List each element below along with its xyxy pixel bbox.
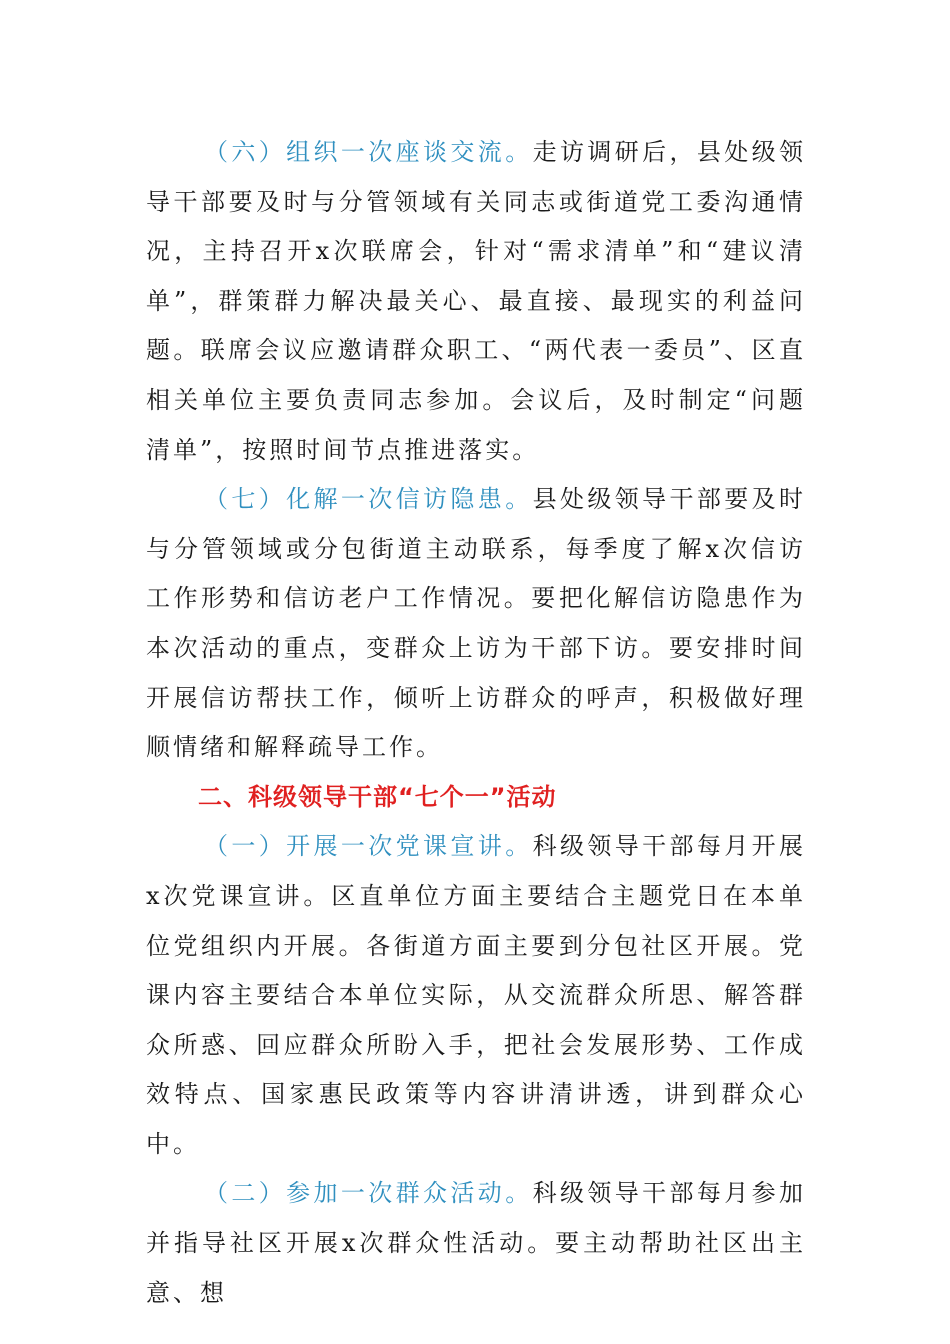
paragraph-body: 科级领导干部每月参加并指导社区开展x次群众性活动。要主动帮助社区出主意、想 xyxy=(146,1179,807,1307)
paragraph-two xyxy=(146,1169,806,1318)
paragraph-one xyxy=(146,822,806,1169)
paragraph-body: 科级领导干部每月开展x次党课宣讲。区直单位方面主要结合主题党日在本单位党组织内开展。各街道方面主要到分包社区开展。党课内容主要结合本单位实际，从交流群众所思、解答群众所惑、回应群众所盼入手，把社会发展形势、工作成效特点、国家惠民政策等内容讲清讲透，讲到群众心中。 xyxy=(146,832,807,1158)
paragraph-six xyxy=(146,128,806,475)
paragraph-seven xyxy=(146,475,806,773)
paragraph-heading: （一）开展一次党课宣讲。 xyxy=(204,832,533,861)
document-page xyxy=(146,128,806,1318)
paragraph-heading: （六）组织一次座谈交流。 xyxy=(204,138,533,166)
section-title: 二、科级领导干部“七个一”活动 xyxy=(198,782,557,811)
paragraph-heading: （二）参加一次群众活动。 xyxy=(204,1179,533,1208)
paragraph-heading: （七）化解一次信访隐患。 xyxy=(204,485,533,514)
paragraph-body: 县处级领导干部要及时与分管领域或分包街道主动联系，每季度了解x次信访工作形势和信访老户工作情况。要把化解信访隐患作为本次活动的重点，变群众上访为干部下访。要安排时间开展信访帮扶工作，倾听上访群众的呼声，积极做好理顺情绪和解释疏导工作。 xyxy=(146,485,807,762)
paragraph-body: 走访调研后，县处级领导干部要及时与分管领域有关同志或街道党工委沟通情况，主持召开x次联席会，针对“需求清单”和“建议清单”，群策群力解决最关心、最直接、最现实的利益问题。联席会议应邀请群众职工、“两代表一委员”、区直相关单位主要负责同志参加。会议后，及时制定“问题清单”，按照时间节点推进落实。 xyxy=(146,138,807,464)
